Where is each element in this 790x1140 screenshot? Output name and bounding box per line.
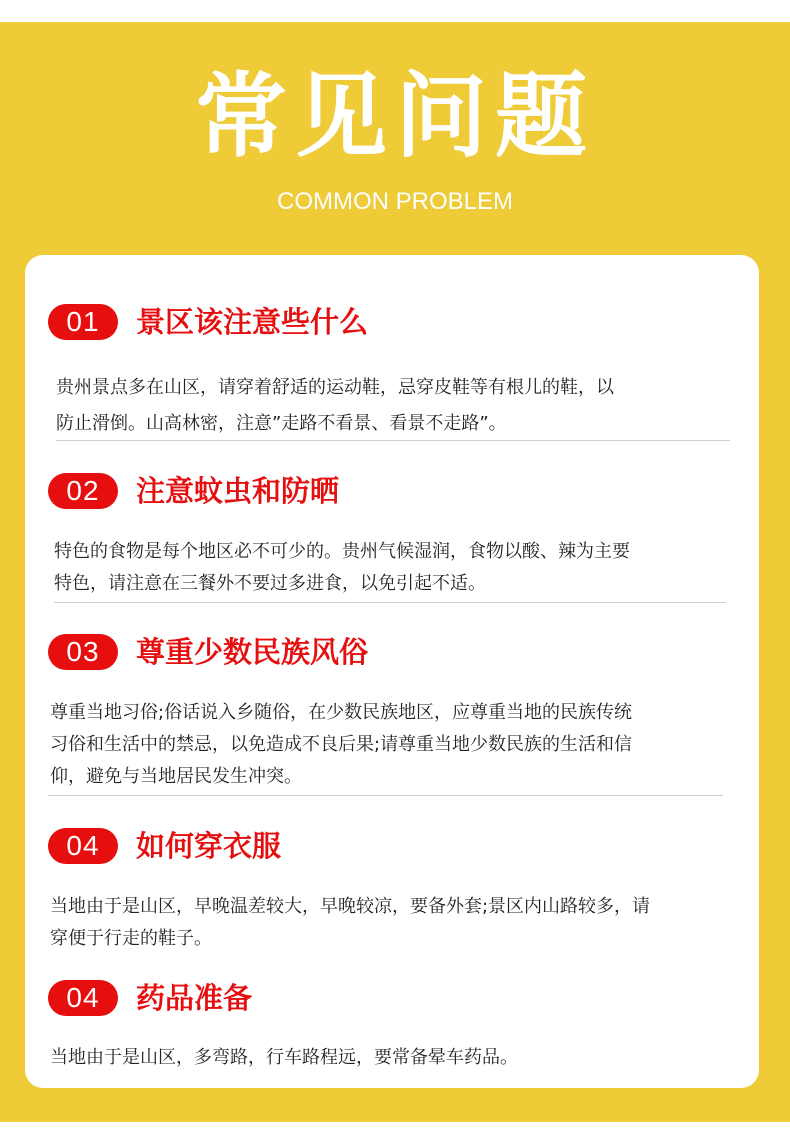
section-body [50,1042,518,1074]
section-divider [56,440,730,441]
section-body-line: 特色的食物是每个地区必不可少的。贵州气候湿润，食物以酸、辣为主要 [54,541,630,562]
section-body-line: 当地由于是山区，多弯路，行车路程远，要常备晕车药品。 [50,1047,518,1068]
section-number-badge: 04 [48,828,118,864]
section-body-line: 贵州景点多在山区，请穿着舒适的运动鞋，忌穿皮鞋等有根儿的鞋，以 [56,377,614,398]
section-title: 尊重少数民族风俗 [136,635,369,669]
section-body-line: 穿便于行走的鞋子。 [50,928,212,949]
section-divider [54,602,726,603]
section-body [54,536,630,600]
section-body-line: 尊重当地习俗;俗话说入乡随俗，在少数民族地区，应尊重当地的民族传统 [50,702,633,723]
section-title: 如何穿衣服 [136,829,282,863]
section-body [56,370,614,442]
section-body [50,697,632,793]
section-body-line: 防止滑倒。山高林密，注意”走路不看景、看景不走路”。 [56,413,507,434]
section-body-line: 习俗和生活中的禁忌，以免造成不良后果;请尊重当地少数民族的生活和信 [50,734,633,755]
section-body-line: 当地由于是山区，早晚温差较大，早晚较凉，要备外套;景区内山路较多，请 [50,896,651,917]
page-title: 常见问题 [194,63,595,170]
section-title: 药品准备 [136,981,253,1015]
section-title: 注意蚊虫和防晒 [136,474,340,508]
section-body [50,891,650,955]
page-subtitle: COMMON PROBLEM [276,188,513,215]
section-title: 景区该注意些什么 [136,305,369,339]
section-number-badge: 04 [48,980,118,1016]
section-body-line: 仰，避免与当地居民发生冲突。 [50,766,302,787]
section-number-badge: 01 [48,304,118,340]
section-number-badge: 03 [48,634,118,670]
section-divider [48,795,723,796]
section-number-badge: 02 [48,473,118,509]
section-body-line: 特色，请注意在三餐外不要过多进食，以免引起不适。 [54,573,486,594]
